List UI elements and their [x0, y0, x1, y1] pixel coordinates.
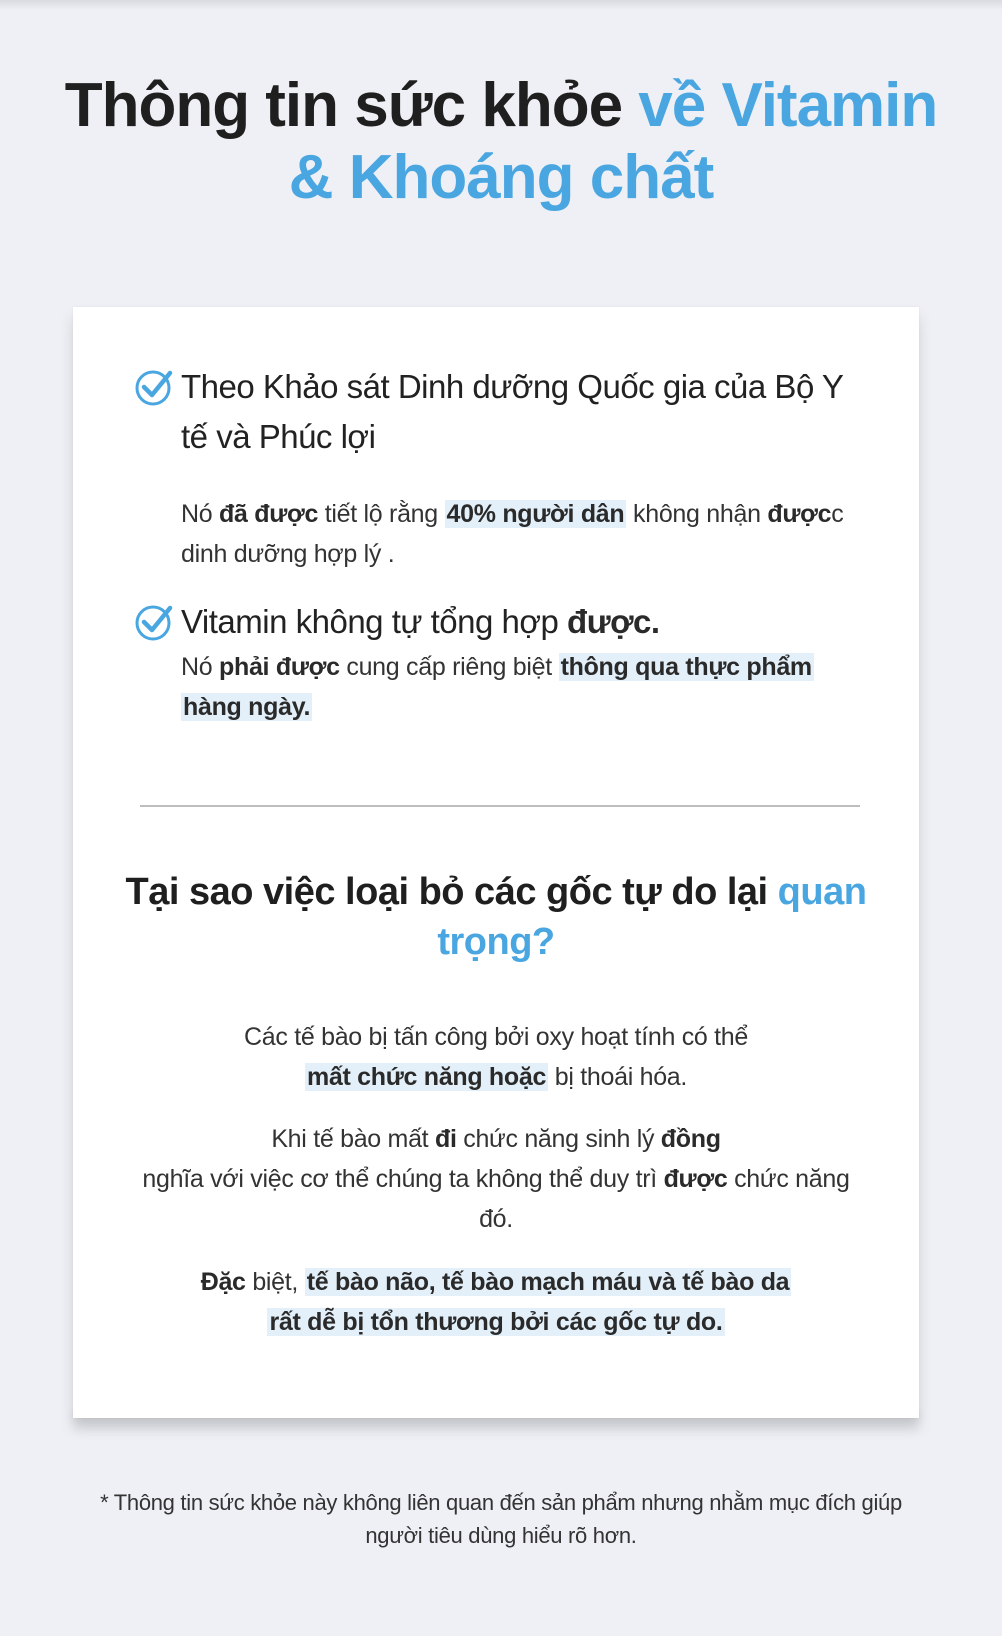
highlight-segment: tế bào não, tế bào mạch máu và tế bào da: [306, 1268, 790, 1296]
check-heading-bold: được.: [567, 603, 660, 640]
check-body-vitamin: [181, 647, 873, 727]
top-shadow: [0, 0, 1002, 10]
section-title-part-3: trọng?: [437, 921, 555, 963]
text-segment: biệt,: [245, 1268, 305, 1296]
page-title-part-2: về Vitamin: [638, 71, 938, 140]
bold-segment: đồng: [660, 1125, 721, 1153]
text-segment: Các tế bào bị tấn công bởi oxy hoạt tính có thể: [243, 1023, 749, 1051]
info-card: [73, 307, 919, 1418]
text-segment: chức năng sinh lý: [456, 1125, 661, 1153]
check-heading-survey: [181, 362, 873, 462]
text-segment: Nó: [181, 653, 220, 681]
bold-segment: được: [767, 500, 832, 528]
text-segment: không nhận: [626, 500, 768, 528]
highlight-segment: hàng ngày.: [183, 693, 311, 721]
check-item-survey: [133, 362, 873, 574]
bold-segment: Đặc: [200, 1268, 246, 1296]
bold-segment: đã được: [219, 500, 319, 528]
text-segment: cung cấp riêng biệt: [339, 653, 559, 681]
check-heading-text: Vitamin không tự tổng hợp: [181, 603, 568, 640]
section-title-part-1: Tại sao việc loại bỏ các gốc tự do lại: [125, 871, 778, 913]
bold-segment: phải được: [219, 653, 340, 681]
page-title: [0, 70, 1002, 214]
divider: [140, 805, 860, 807]
section-title: [73, 867, 919, 967]
section-title-part-2: quan: [777, 871, 867, 913]
text-segment: Khi tế bào mất: [271, 1125, 435, 1153]
highlight-segment: 40% người dân: [446, 500, 625, 528]
check-body-survey: Nó đã được tiết lộ rằng 40% người dân không nhận đượcc dinh dưỡng hợp lý .: [181, 500, 844, 568]
check-heading-line-1: Theo Khảo sát Dinh dưỡng Quốc gia của Bộ Y: [181, 368, 844, 405]
check-circle-icon: [133, 601, 175, 643]
check-heading-vitamin: [181, 597, 873, 647]
paragraph-oxidation: [113, 1017, 879, 1097]
text-segment: dinh dưỡng hợp lý .: [181, 540, 395, 568]
footnote-line-2: người tiêu dùng hiểu rõ hơn.: [365, 1523, 637, 1548]
text-segment: Nó: [181, 500, 220, 528]
page-title-part-3: & Khoáng chất: [288, 143, 714, 212]
text-segment: đó.: [479, 1205, 513, 1233]
paragraph-cell-function: [113, 1119, 879, 1239]
highlight-segment: thông qua thực phẩm: [560, 653, 812, 681]
check-item-vitamin: [133, 597, 873, 727]
bold-segment: được: [663, 1165, 728, 1193]
footnote: [40, 1486, 962, 1552]
text-segment: tiết lộ rằng: [318, 500, 445, 528]
footnote-line-1: * Thông tin sức khỏe này không liên quan đến sản phẩm nhưng nhằm mục đích giúp: [100, 1490, 902, 1515]
check-circle-icon: [133, 366, 175, 408]
text-segment: bị thoái hóa.: [548, 1063, 688, 1091]
paragraph-vulnerable-cells: [113, 1262, 879, 1342]
page-title-part-1: Thông tin sức khỏe: [64, 71, 639, 140]
text-segment: nghĩa với việc cơ thể chúng ta không thể duy trì: [142, 1165, 664, 1193]
bold-segment: đi: [434, 1125, 457, 1153]
highlight-segment: mất chức năng hoặc: [306, 1063, 547, 1091]
highlight-segment: rất dễ bị tổn thương bởi các gốc tự do.: [269, 1308, 723, 1336]
text-segment: chức năng: [727, 1165, 850, 1193]
check-heading-line-2: tế và Phúc lợi: [181, 418, 376, 455]
